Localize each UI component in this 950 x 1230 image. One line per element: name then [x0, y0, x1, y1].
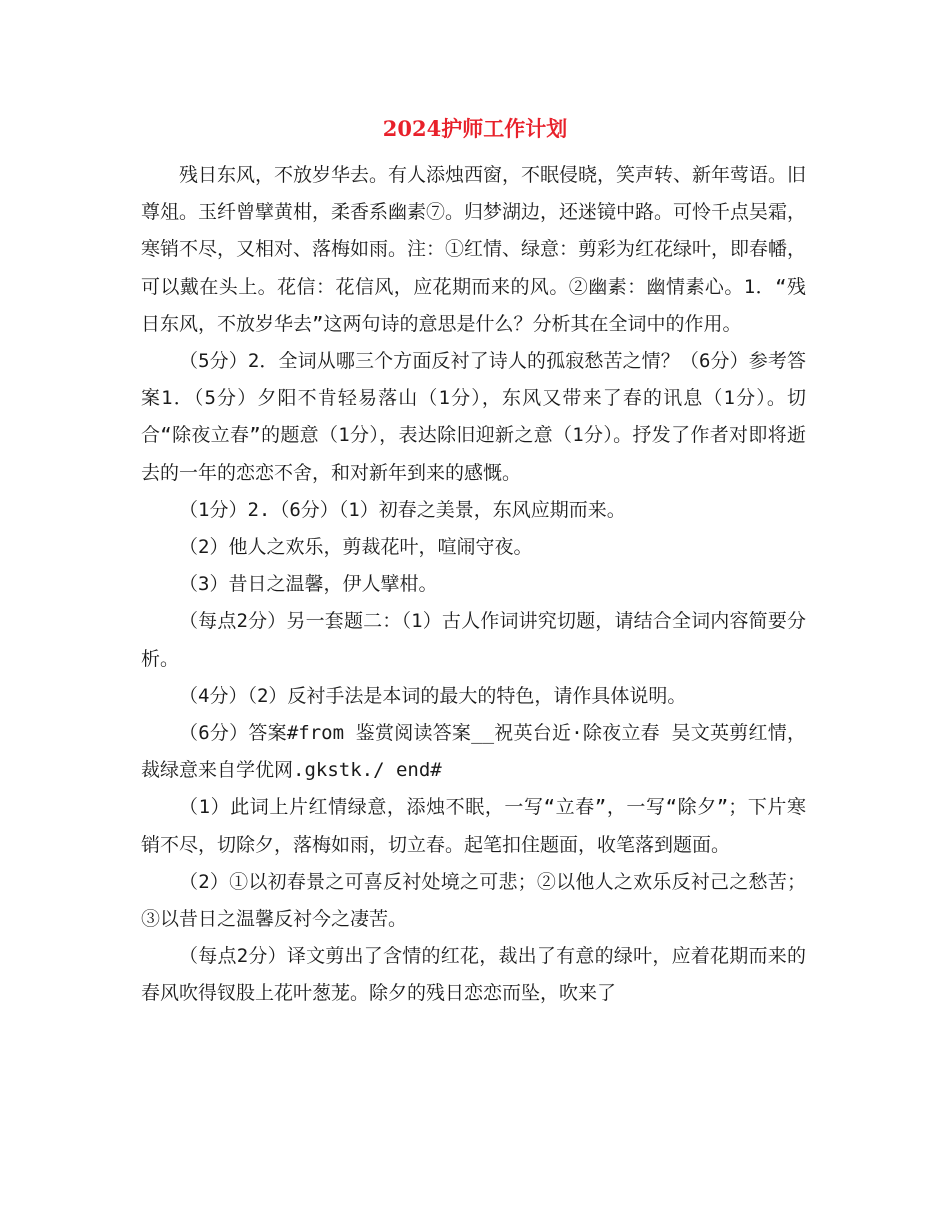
paragraph: （1）此词上片红情绿意，添烛不眠，一写“立春”，一写“除夕”；下片寒销不尽，切除夕，落梅如雨，切立春。起笔扣住题面，收笔落到题面。	[141, 796, 806, 856]
paragraph: 残日东风，不放岁华去。有人添烛西窗，不眠侵晓，笑声转、新年莺语。旧尊俎。玉纤曾擘黄柑，柔香系幽素⑦。归梦湖边，还迷镜中路。可怜千点吴霜，寒销不尽，又相对、落梅如雨。注：①红情、绿意：剪彩为红花绿叶，即春幡，可以戴在头上。花信：花信风，应花期而来的风。②幽素：幽情素心。1．“残日东风，不放岁华去”这两句诗的意思是什么？分析其在全词中的作用。	[141, 164, 807, 335]
paragraph: （5分）2．全词从哪三个方面反衬了诗人的孤寂愁苦之情？（6分）参考答案1．（5分）夕阳不肯轻易落山（1分），东风又带来了春的讯息（1分）。切合“除夜立春”的题意（1分），表达除旧迎新之意（1分）。抒发了作者对即将逝去的一年的恋恋不舍，和对新年到来的感慨。	[141, 350, 806, 484]
paragraph: （2）①以初春景之可喜反衬处境之可悲；②以他人之欢乐反衬己之愁苦；③以昔日之温馨反衬今之凄苦。	[141, 870, 806, 931]
paragraph: （3）昔日之温馨，伊人擘柑。	[179, 573, 438, 596]
document-body	[141, 157, 806, 1013]
paragraph: （4分）（2）反衬手法是本词的最大的特色，请作具体说明。	[179, 684, 687, 707]
paragraph: （1分）2.（6分）（1）初春之美景，东风应期而来。	[179, 498, 626, 521]
document-title: 2024护师工作计划	[382, 116, 568, 141]
paragraph: （2）他人之欢乐，剪裁花叶，喧闹守夜。	[179, 536, 533, 559]
paragraph: （每点2分）另一套题二：（1）古人作词讲究切题，请结合全词内容简要分析。	[141, 610, 806, 670]
paragraph: （每点2分）译文剪出了含情的红花，裁出了有意的绿叶，应着花期而来的春风吹得钗股上花叶葱茏。除夕的残日恋恋而坠，吹来了	[141, 945, 806, 1005]
paragraph: （6分）答案#from 鉴赏阅读答案__祝英台近·除夜立春 吴文英剪红情，裁绿意来自学优网.gkstk./ end#	[141, 722, 806, 782]
